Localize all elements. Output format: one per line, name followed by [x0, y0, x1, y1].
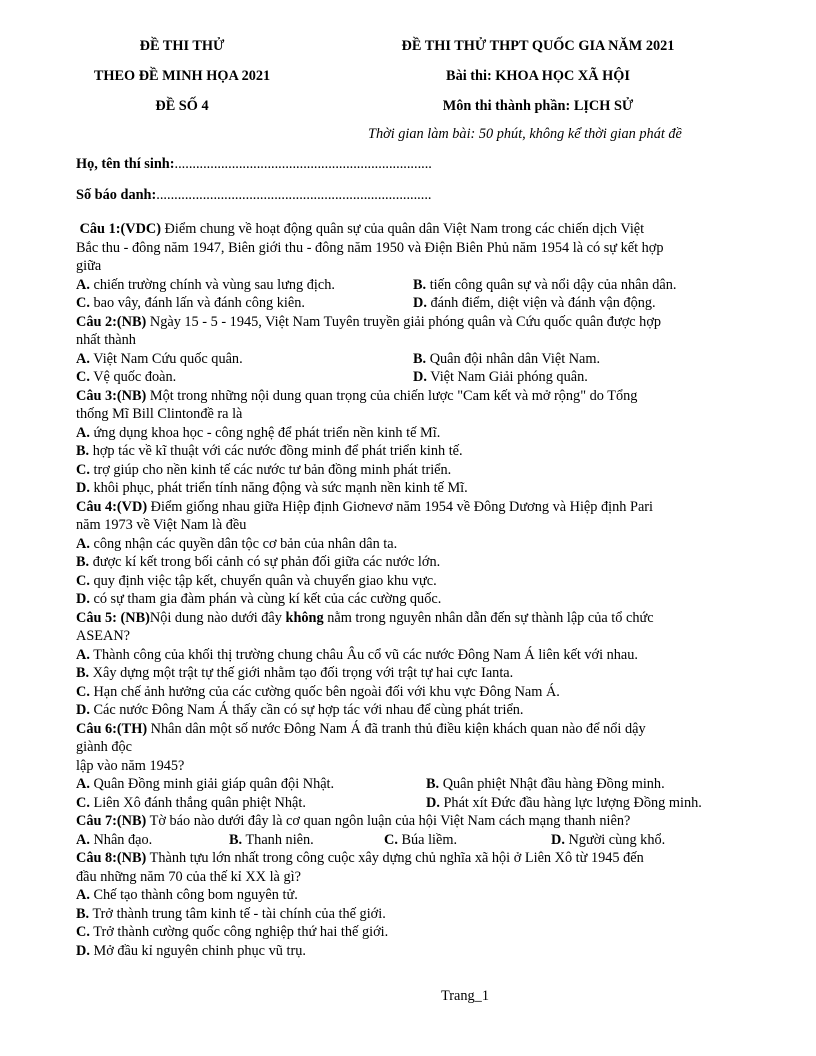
- page-number: Trang_1: [441, 988, 489, 1004]
- question-text: Tờ báo nào dưới đây là cơ quan ngôn luận của hội Việt Nam cách mạng thanh niên?: [146, 813, 631, 829]
- question-5: [76, 609, 744, 720]
- option-c: C. Trở thành cường quốc công nghiệp thứ hai thế giới.: [76, 924, 389, 940]
- option-d: D. Mở đầu kỉ nguyên chinh phục vũ trụ.: [76, 942, 306, 959]
- option-a: A. Chế tạo thành công bom nguyên tử.: [76, 887, 298, 903]
- header-right-line-3: Môn thi thành phần: LỊCH SỬ: [442, 98, 634, 114]
- option-b: B. Trở thành trung tâm kinh tế - tài chính của thế giới.: [76, 905, 386, 922]
- question-text: năm 1973 về Việt Nam là đều: [76, 517, 247, 533]
- question-text: Bắc thu - đông năm 1947, Biên giới thu - đông năm 1950 và Điện Biên Phủ năm 1954 là có sự kết hợp: [76, 239, 664, 256]
- candidate-id-label: Số báo danh:: [76, 187, 157, 203]
- option-d: D. Phát xít Đức đầu hàng lực lượng Đồng minh.: [426, 794, 702, 811]
- option-b: B. Xây dựng một trật tự thế giới nhằm tạo đối trọng với trật tự hai cực Ianta.: [76, 665, 514, 681]
- option-a: A. công nhận các quyền dân tộc cơ bản của nhân dân ta.: [76, 535, 398, 552]
- question-text: nằm trong nguyên nhân dẫn đến sự thành lập của tổ chức: [323, 609, 654, 626]
- option-a: A. Việt Nam Cứu quốc quân.: [76, 350, 243, 367]
- option-c: C. bao vây, đánh lấn và đánh công kiên.: [76, 295, 305, 311]
- option-b: B. hợp tác về kĩ thuật với các nước đồng minh để phát triển kinh tế.: [76, 443, 463, 459]
- question-text: Thành tựu lớn nhất trong công cuộc xây dựng chủ nghĩa xã hội ở Liên Xô từ 1945 đến: [146, 850, 644, 866]
- question-text: Nhân dân một số nước Đông Nam Á đã tranh thủ điều kiện khách quan nào để nổi dậy: [147, 720, 646, 737]
- question-label: Câu 1:(VDC): [79, 221, 161, 237]
- option-b: B. được kí kết trong bối cảnh có sự phản đối giữa các nước lớn.: [76, 554, 441, 570]
- question-label: Câu 8:(NB): [76, 850, 147, 866]
- option-c: C. quy định việc tập kết, chuyển quân và chuyển giao khu vực.: [76, 572, 437, 589]
- option-c: C. Liên Xô đánh thắng quân phiệt Nhật.: [76, 794, 306, 811]
- option-c: C. trợ giúp cho nền kinh tế các nước tư bản đồng minh phát triển.: [76, 461, 452, 478]
- question-2: [76, 313, 744, 387]
- candidate-name-field: [76, 156, 432, 173]
- question-7: [76, 812, 744, 849]
- question-text: Điểm giống nhau giữa Hiệp định Giơnevơ năm 1954 về Đông Dương và Hiệp định Pari: [147, 498, 654, 515]
- header-left-line-1: ĐỀ THI THỬ: [139, 38, 225, 54]
- option-d: D. đánh điểm, diệt viện và đánh vận động.: [413, 295, 656, 311]
- question-label: Câu 6:(TH): [76, 720, 148, 737]
- option-d: D. khôi phục, phát triển tính năng động và sức mạnh nền kinh tế Mĩ.: [76, 480, 468, 496]
- question-text: đầu những năm 70 của thế kỉ XX là gì?: [76, 868, 301, 885]
- time-note: Thời gian làm bài: 50 phút, không kể thời gian phát đề: [368, 126, 682, 142]
- option-d: D. Việt Nam Giải phóng quân.: [413, 369, 588, 385]
- header-right-line-1: ĐỀ THI THỬ THPT QUỐC GIA NĂM 2021: [401, 38, 675, 54]
- header-left-line-3: ĐỀ SỐ 4: [155, 98, 209, 114]
- option-a: A. Nhân đạo.: [76, 831, 153, 848]
- question-text: nhất thành: [76, 332, 136, 348]
- candidate-id-field: [76, 187, 431, 204]
- header-right-line-2: Bài thi: KHOA HỌC XÃ HỘI: [446, 68, 630, 84]
- option-d: D. Người cùng khổ.: [551, 831, 666, 848]
- question-1: [76, 220, 744, 313]
- question-label: Câu 7:(NB): [76, 813, 147, 829]
- candidate-name-dots: ........................................................................: [174, 156, 432, 172]
- option-c: C. Búa liềm.: [384, 831, 458, 848]
- option-b: B. Quân đội nhân dân Việt Nam.: [413, 350, 601, 367]
- question-3: [76, 387, 744, 498]
- question-text: Nội dung nào dưới đây: [149, 609, 286, 626]
- option-a: A. chiến trường chính và vùng sau lưng địch.: [76, 276, 335, 293]
- question-label: Câu 5: (NB): [76, 609, 150, 626]
- question-label: Câu 4:(VD): [76, 498, 148, 515]
- header-left-line-2: THEO ĐỀ MINH HỌA 2021: [93, 68, 271, 84]
- question-label: Câu 3:(NB): [76, 387, 147, 404]
- question-8: [76, 849, 744, 960]
- question-text: giữa: [76, 258, 102, 274]
- option-a: A. Quân Đồng minh giải giáp quân đội Nhật.: [76, 776, 335, 792]
- question-4: [76, 498, 744, 609]
- question-text: ASEAN?: [76, 628, 131, 644]
- question-text: giành độc: [76, 739, 132, 755]
- option-d: D. có sự tham gia đàm phán và cùng kí kết của các cường quốc.: [76, 591, 442, 607]
- option-c: C. Hạn chế ảnh hưởng của các cường quốc bên ngoài đối với khu vực Đông Nam Á.: [76, 683, 560, 700]
- option-b: B. Quân phiệt Nhật đầu hàng Đồng minh.: [426, 776, 665, 792]
- option-a: A. ứng dụng khoa học - công nghệ để phát triển nền kinh tế Mĩ.: [76, 424, 441, 441]
- question-text: Điểm chung về hoạt động quân sự của quân dân Việt Nam trong các chiến dịch Việt: [160, 221, 645, 237]
- question-text: Một trong những nội dung quan trọng của chiến lược "Cam kết và mở rộng" do Tổng: [146, 387, 638, 404]
- question-text: thống Mĩ Bill Clintonđề ra là: [76, 406, 243, 422]
- question-6: [76, 720, 744, 813]
- option-a: A. Thành công của khối thị trường chung châu Âu cổ vũ các nước Đông Nam Á liên kết với nhau.: [76, 646, 639, 663]
- question-emphasis: không: [285, 609, 324, 626]
- option-c: C. Vệ quốc đoàn.: [76, 369, 177, 385]
- question-text: lập vào năm 1945?: [76, 757, 185, 774]
- question-label: Câu 2:(NB): [76, 313, 147, 330]
- candidate-id-dots: .............................................................................: [156, 187, 432, 203]
- question-list: [76, 220, 744, 960]
- option-b: B. Thanh niên.: [229, 831, 314, 848]
- candidate-name-label: Họ, tên thí sinh:: [76, 156, 175, 172]
- option-b: B. tiến công quân sự và nổi dậy của nhân dân.: [413, 276, 677, 293]
- option-d: D. Các nước Đông Nam Á thấy cần có sự hợp tác với nhau để cùng phát triển.: [76, 702, 524, 718]
- question-text: Ngày 15 - 5 - 1945, Việt Nam Tuyên truyền giải phóng quân và Cứu quốc quân được hợp: [146, 313, 662, 330]
